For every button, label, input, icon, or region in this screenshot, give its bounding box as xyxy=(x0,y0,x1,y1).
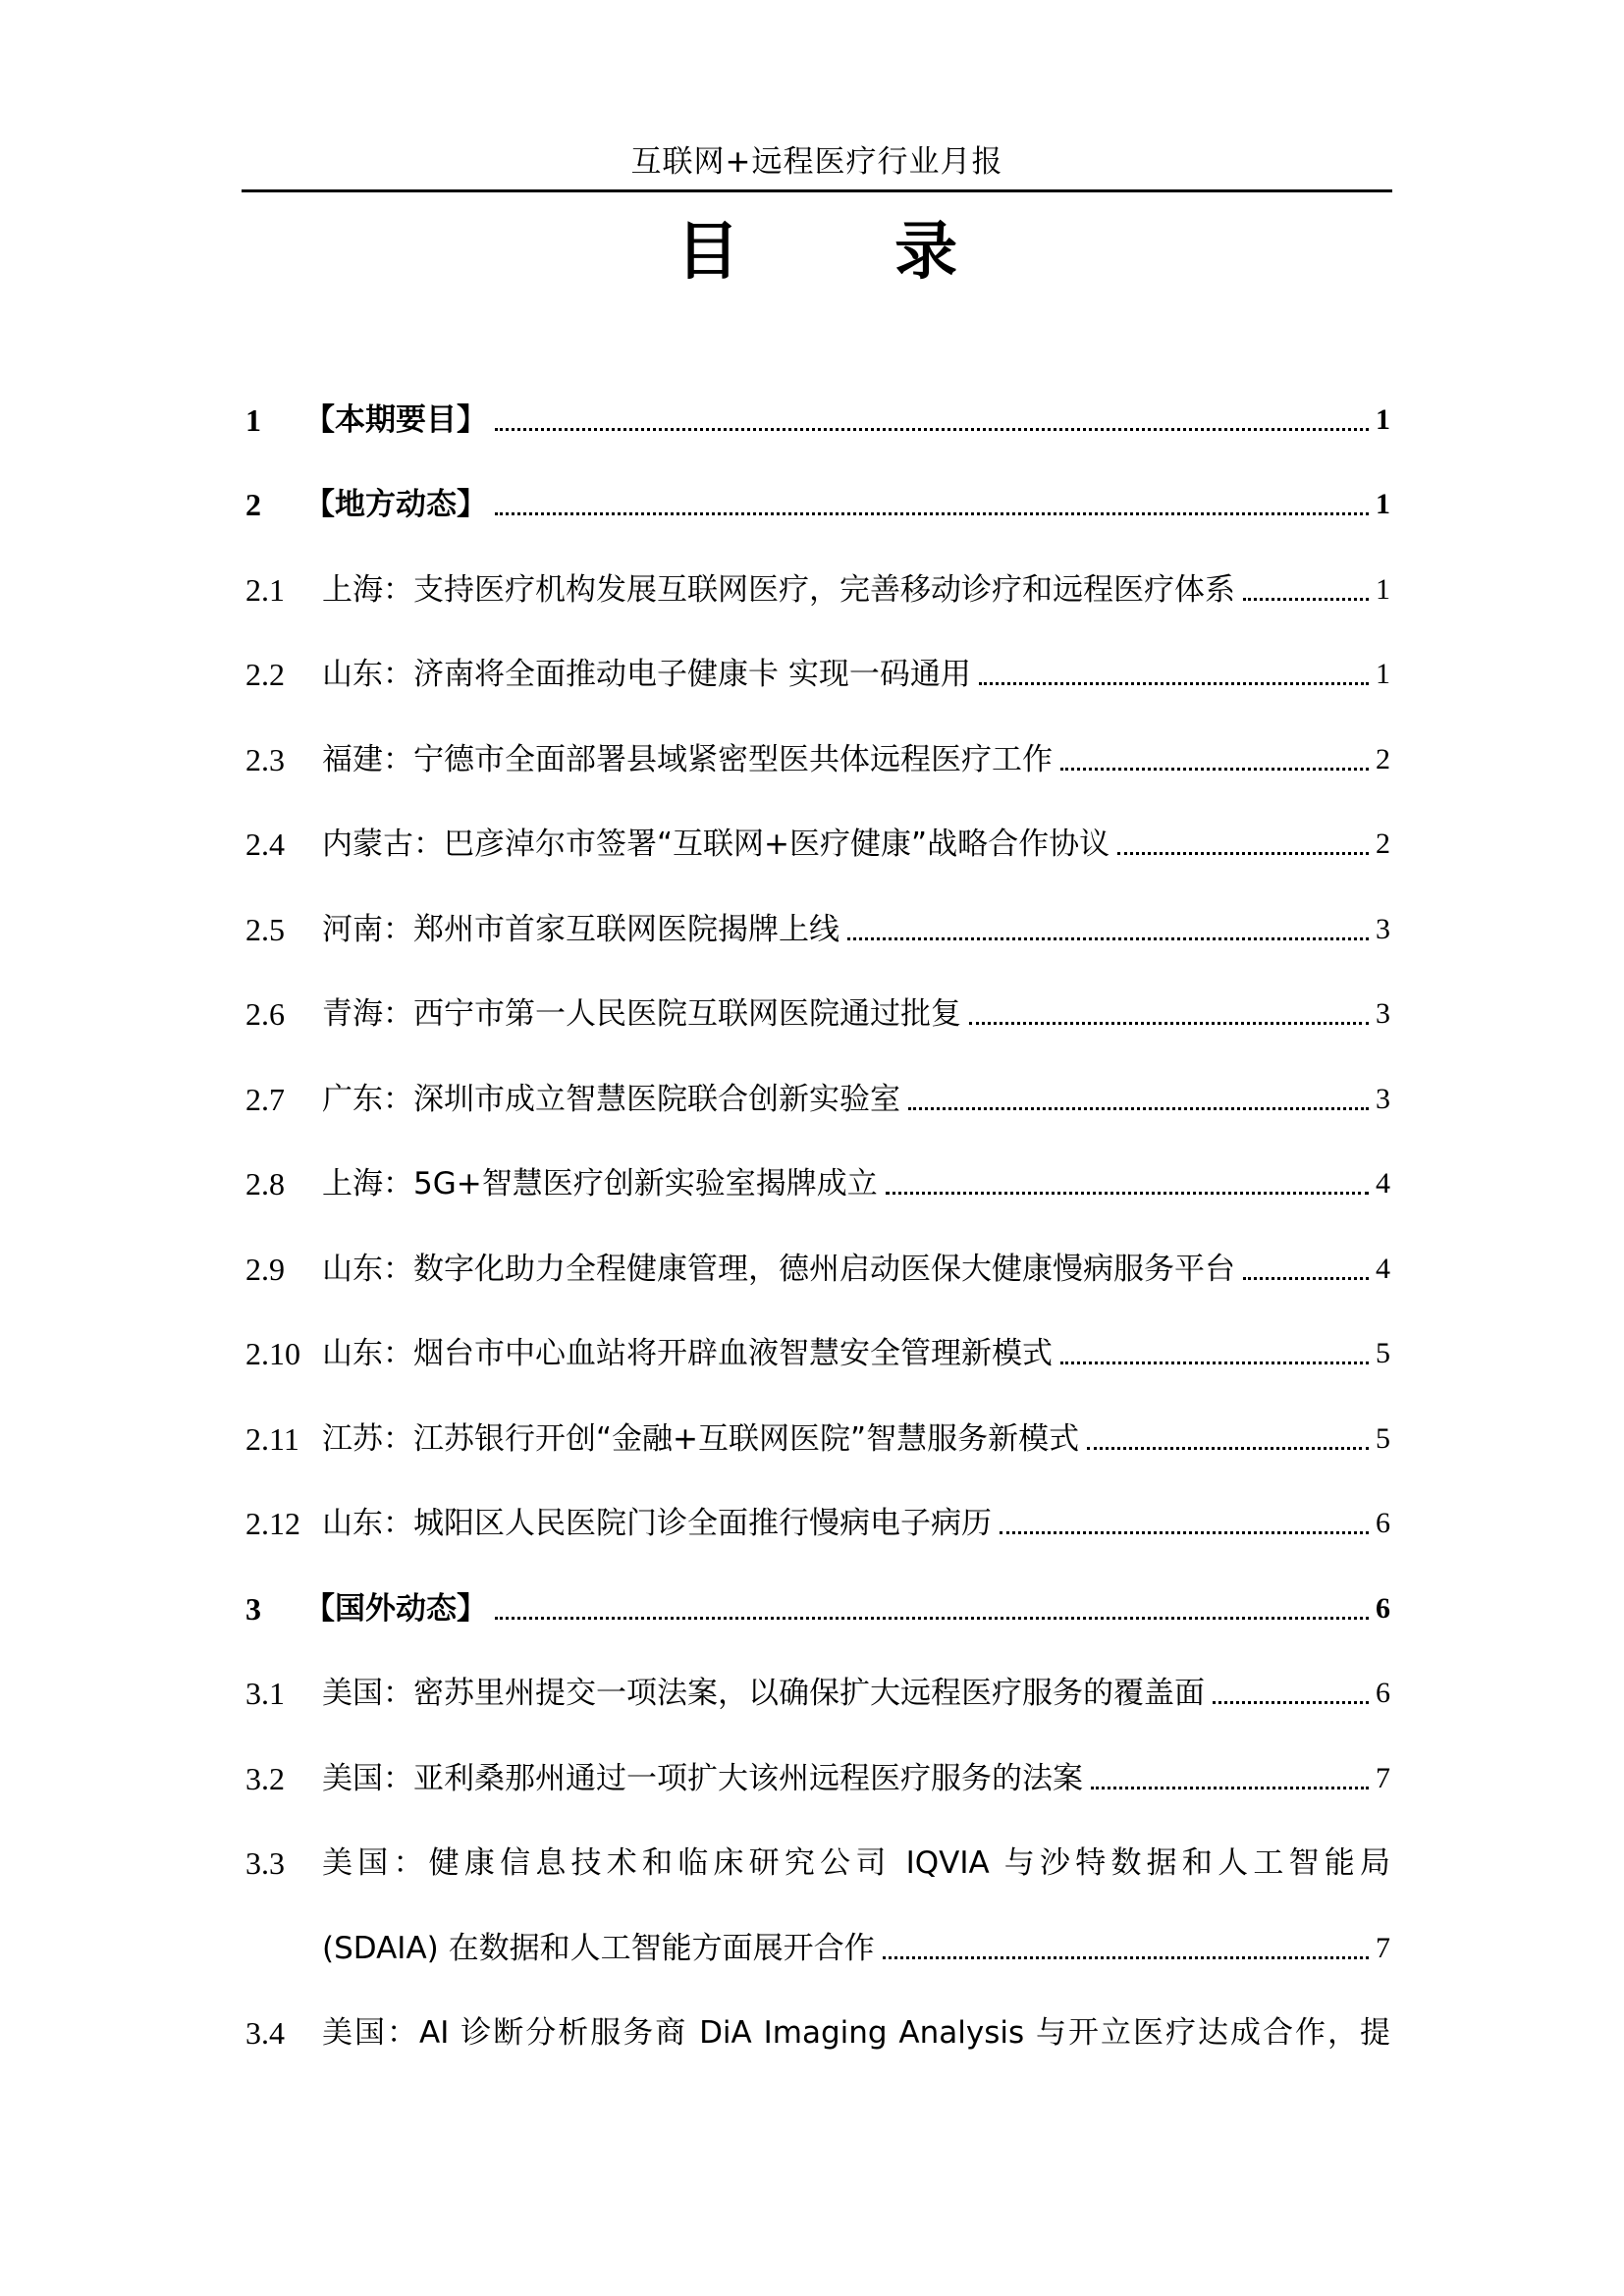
toc-entry-2-2[interactable] xyxy=(245,613,1390,698)
dot-leader xyxy=(1087,1447,1369,1450)
toc-entry-text: 上海：支持医疗机构发展互联网医疗，完善移动诊疗和远程医疗体系 xyxy=(322,571,1235,608)
toc-entry-text: 美国：亚利桑那州通过一项扩大该州远程医疗服务的法案 xyxy=(322,1760,1083,1796)
dot-leader xyxy=(495,1617,1369,1620)
toc-entry-number: 3 xyxy=(245,1590,261,1627)
toc-entry-text: 广东：深圳市成立智慧医院联合创新实验室 xyxy=(322,1081,900,1117)
toc-entry-text: 美国：健康信息技术和临床研究公司 IQVIA 与沙特数据和人工智能局 xyxy=(322,1845,1390,1881)
toc-entry-text: 江苏：江苏银行开创“金融+互联网医院”智慧服务新模式 xyxy=(322,1420,1080,1457)
toc-entry-number: 1 xyxy=(245,401,261,438)
toc-entry-2[interactable] xyxy=(245,443,1390,528)
toc-entry-page: 3 xyxy=(1376,912,1390,945)
toc-entry-2-12[interactable] xyxy=(245,1462,1390,1547)
toc-entry-number: 3.1 xyxy=(245,1676,285,1711)
table-of-contents xyxy=(245,357,1390,2056)
toc-entry-page: 3 xyxy=(1376,997,1390,1030)
toc-entry-2-4[interactable] xyxy=(245,782,1390,868)
header-rule xyxy=(242,189,1392,192)
toc-entry-2-5[interactable] xyxy=(245,867,1390,952)
toc-entry-2-6[interactable] xyxy=(245,952,1390,1038)
toc-entry-page: 6 xyxy=(1376,1591,1390,1625)
toc-entry-2-7[interactable] xyxy=(245,1037,1390,1122)
toc-entry-text: 山东：烟台市中心血站将开辟血液智慧安全管理新模式 xyxy=(322,1336,1053,1371)
toc-entry-page: 6 xyxy=(1376,1507,1390,1539)
toc-entry-page: 1 xyxy=(1376,488,1390,520)
toc-entry-page: 5 xyxy=(1376,1337,1390,1369)
dot-leader xyxy=(1243,598,1369,601)
toc-entry-number: 2.2 xyxy=(245,657,285,692)
toc-entry-number: 2.1 xyxy=(245,571,285,608)
toc-entry-number: 2.4 xyxy=(245,827,285,862)
toc-entry-page: 4 xyxy=(1376,1167,1390,1200)
toc-entry-1[interactable] xyxy=(245,357,1390,443)
toc-entry-3-2[interactable] xyxy=(245,1716,1390,1801)
toc-entry-text: 福建：宁德市全面部署县域紧密型医共体远程医疗工作 xyxy=(322,741,1053,777)
toc-entry-text: 山东：数字化助力全程健康管理，德州启动医保大健康慢病服务平台 xyxy=(322,1251,1235,1287)
toc-entry-text: 美国：AI 诊断分析服务商 DiA Imaging Analysis 与开立医疗达成合作，提 xyxy=(322,2015,1390,2051)
toc-entry-page: 2 xyxy=(1376,742,1390,775)
toc-entry-page: 2 xyxy=(1376,828,1390,860)
toc-entry-number: 3.4 xyxy=(245,2015,285,2051)
toc-entry-text: 美国：密苏里州提交一项法案，以确保扩大远程医疗服务的覆盖面 xyxy=(322,1676,1205,1711)
toc-entry-3[interactable] xyxy=(245,1546,1390,1631)
toc-title: 目 录 xyxy=(676,216,1005,289)
toc-entry-text: 【地方动态】 xyxy=(304,487,487,522)
dot-leader xyxy=(908,1107,1369,1110)
dot-leader xyxy=(1091,1787,1369,1789)
toc-entry-3-1[interactable] xyxy=(245,1631,1390,1717)
toc-entry-number: 2.7 xyxy=(245,1081,285,1117)
dot-leader xyxy=(1117,852,1369,855)
dot-leader xyxy=(1243,1277,1369,1280)
dot-leader xyxy=(847,937,1369,940)
toc-entry-page: 5 xyxy=(1376,1421,1390,1455)
toc-entry-text-continued: (SDAIA) 在数据和人工智能方面展开合作 xyxy=(322,1930,875,1966)
toc-entry-page: 4 xyxy=(1376,1252,1390,1285)
dot-leader xyxy=(886,1192,1369,1195)
page-header-title: 互联网+远程医疗行业月报 xyxy=(630,144,1003,180)
dot-leader xyxy=(495,512,1369,515)
toc-entry-number: 3.2 xyxy=(245,1760,285,1796)
toc-entry-text: 内蒙古：巴彦淖尔市签署“互联网+医疗健康”战略合作协议 xyxy=(322,827,1110,862)
toc-entry-page: 1 xyxy=(1376,658,1390,690)
toc-entry-text: 【本期要目】 xyxy=(304,401,487,438)
toc-entry-text: 山东：济南将全面推动电子健康卡 实现一码通用 xyxy=(322,657,971,692)
dot-leader xyxy=(883,1956,1369,1959)
toc-entry-number: 3.3 xyxy=(245,1845,285,1881)
toc-entry-number: 2.6 xyxy=(245,996,285,1032)
dot-leader xyxy=(1060,1362,1369,1364)
toc-entry-page: 1 xyxy=(1376,402,1390,436)
toc-entry-number: 2.10 xyxy=(245,1336,300,1371)
dot-leader xyxy=(1000,1531,1369,1534)
toc-entry-text: 上海：5G+智慧医疗创新实验室揭牌成立 xyxy=(322,1166,878,1201)
dot-leader xyxy=(1213,1701,1369,1704)
toc-entry-page: 7 xyxy=(1376,1931,1390,1964)
dot-leader xyxy=(969,1022,1369,1025)
toc-entry-number: 2.9 xyxy=(245,1251,285,1287)
toc-entry-text: 山东：城阳区人民医院门诊全面推行慢病电子病历 xyxy=(322,1506,992,1541)
toc-entry-3-3[interactable] xyxy=(245,1801,1390,1971)
toc-entry-page: 6 xyxy=(1376,1677,1390,1709)
toc-entry-number: 2.8 xyxy=(245,1166,285,1201)
dot-leader xyxy=(1060,768,1369,771)
toc-entry-text: 河南：郑州市首家互联网医院揭牌上线 xyxy=(322,911,839,947)
toc-entry-2-10[interactable] xyxy=(245,1292,1390,1377)
dot-leader xyxy=(495,428,1369,431)
toc-entry-2-1[interactable] xyxy=(245,527,1390,613)
toc-entry-2-11[interactable] xyxy=(245,1376,1390,1462)
toc-entry-2-8[interactable] xyxy=(245,1122,1390,1207)
toc-entry-page: 3 xyxy=(1376,1082,1390,1115)
toc-entry-text: 青海：西宁市第一人民医院互联网医院通过批复 xyxy=(322,996,961,1032)
toc-entry-page: 7 xyxy=(1376,1761,1390,1794)
toc-entry-2-3[interactable] xyxy=(245,697,1390,782)
dot-leader xyxy=(979,682,1369,685)
toc-entry-number: 2.11 xyxy=(245,1420,299,1457)
toc-entry-3-4[interactable] xyxy=(245,1971,1390,2056)
toc-entry-2-9[interactable] xyxy=(245,1206,1390,1292)
toc-entry-number: 2.3 xyxy=(245,741,285,777)
toc-entry-number: 2.12 xyxy=(245,1506,300,1541)
toc-entry-text: 【国外动态】 xyxy=(304,1590,487,1627)
toc-entry-number: 2 xyxy=(245,487,261,522)
toc-entry-page: 1 xyxy=(1376,572,1390,606)
toc-entry-number: 2.5 xyxy=(245,911,285,947)
